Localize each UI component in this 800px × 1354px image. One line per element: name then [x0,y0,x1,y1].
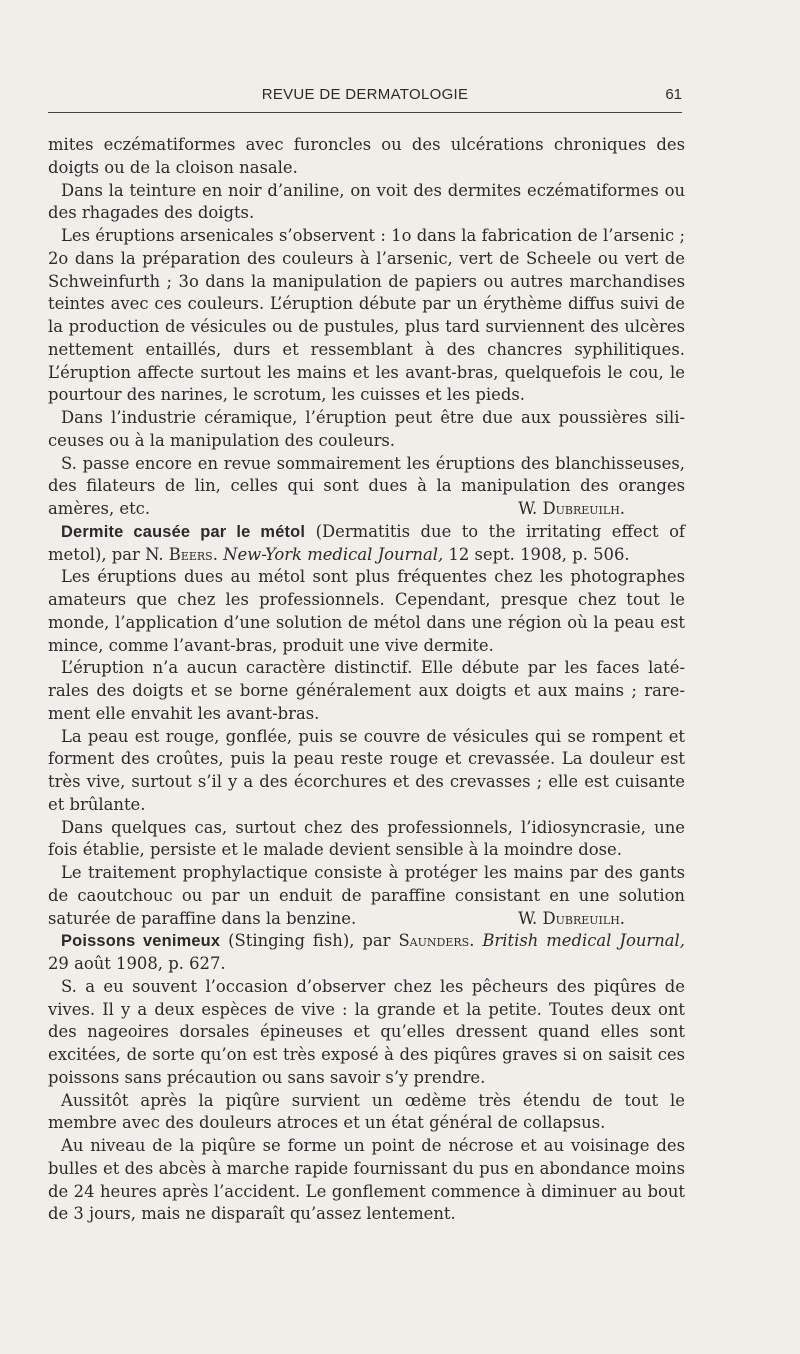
publication-date: 12 sept. 1908, p. 506. [443,544,630,564]
article-reference: (Stinging fish), par [220,931,399,951]
running-title: REVUE DE DERMATOLOGIE [261,86,469,103]
reference-separator: . [212,544,224,564]
paragraph: Dans quelques cas, surtout chez des professionnels, l’idiosyncrasie, une fois établie, persiste et le malade devient sensible à la moindre dose. [48,817,685,860]
paragraph: mites eczématiformes avec furoncles ou des ulcérations chroniques des doigts ou de la cloison nasale. [48,135,685,177]
paragraph: Dans la teinture en noir d’aniline, on voit des dermites eczématiformes ou des rhagades des doigts. [48,180,685,223]
author-signature: W. Dubreuilh. [518,499,625,518]
paragraph: La peau est rouge, gonflée, puis se couvre de vésicules qui se rompent et forment des croûtes, puis la peau reste rouge et crevassée. La douleur est très vive, surtout s’il y a des écorchures et des crevasses ; elle est cuisante et brûlante. [48,726,685,814]
paragraph-with-signature [48,453,685,521]
paragraph-text: S. passe encore en revue sommairement les éruptions des blanchisseuses, des filateurs de lin, celles qui sont dues à la manipulation des oranges amères, etc. [48,453,685,518]
article-title: Poissons venimeux [61,932,221,951]
paragraph-with-signature [48,862,685,930]
paragraph: S. a eu souvent l’occasion d’observer chez les pêcheurs des piqûres de vives. Il y a deux espèces de vive : la grande et la petite. Toutes deux ont des nageoires dorsales épineuses et qu’elles dressent quand elles sont excitées, de sorte qu’on est très exposé à des piqûres graves si on saisit ces poissons sans précaution ou sans savoir s’y prendre. [48,976,685,1087]
article-reference: (Dermatitis due to the irritating effect of metol), par N. [48,521,685,564]
paragraph: L’éruption n’a aucun caractère distinctif. Elle débute par les faces latérales des doigts et se borne généralement aux doigts et aux mains ; rarement elle envahit les avant-bras. [48,658,685,723]
article-heading-metol [48,521,685,567]
paragraph: Les éruptions dues au métol sont plus fréquentes chez les photographes amateurs que chez les professionnels. Cependant, presque chez tout le monde, l’application d’une solution de métol dans une région où la peau est mince, comme l’avant-bras, produit une vive dermite. [48,567,685,655]
paragraph: Aussitôt après la piqûre survient un œdème très étendu de tout le membre avec des douleurs atroces et un état général de collapsus. [48,1090,685,1133]
author-signature: W. Dubreuilh. [518,908,625,928]
journal-name: New-York medical Journal, [223,544,444,564]
paragraph: Dans l’industrie céramique, l’éruption peut être due aux poussières siliceuses ou à la manipulation des couleurs. [48,408,685,450]
article-title: Dermite causée par le métol [61,522,306,541]
paragraph: Les éruptions arsenicales s’observent : 1o dans la fabrication de l’arsenic ; 2o dans la préparation des couleurs à l’arsenic, vert de Scheele ou vert de Schweinfurth ; 3o dans la manipulation de papiers ou autres marchandises teintes avec ces couleurs. L’éruption débute par un érythème diffus suivi de la production de vésicules ou de pustules, plus tard surviennent des ulcères nettement entaillés, durs et ressemblant à des chancres syphilitiques. L’éruption affecte surtout les mains et les avant-bras, quelquefois le cou, le pourtour des narines, le scrotum, les cuisses et les pieds. [48,226,685,405]
article-author: Beers [168,544,213,564]
publication-date: 29 août 1908, p. 627. [48,954,226,973]
running-header [48,82,682,113]
paragraph: Au niveau de la piqûre se forme un point de nécrose et au voisinage des bulles et des abcès à marche rapide fournissant du pus en abondance moins de 24 heures après l’accident. Le gonflement commence à diminuer au bout de 3 jours, mais ne disparaît qu’assez lentement. [48,1136,685,1224]
page-number: 61 [665,86,682,103]
paragraph-text: Le traitement prophylactique consiste à protéger les mains par des gants de caoutchouc ou par un enduit de paraffine consistant en une solution saturée de paraffine dans la benzine. [48,863,685,928]
article-heading-fish [48,930,685,976]
article-author: Saunders [398,931,470,951]
article-body [48,134,685,1226]
journal-name: British medical Journal, [482,931,685,951]
reference-separator: . [469,931,483,951]
